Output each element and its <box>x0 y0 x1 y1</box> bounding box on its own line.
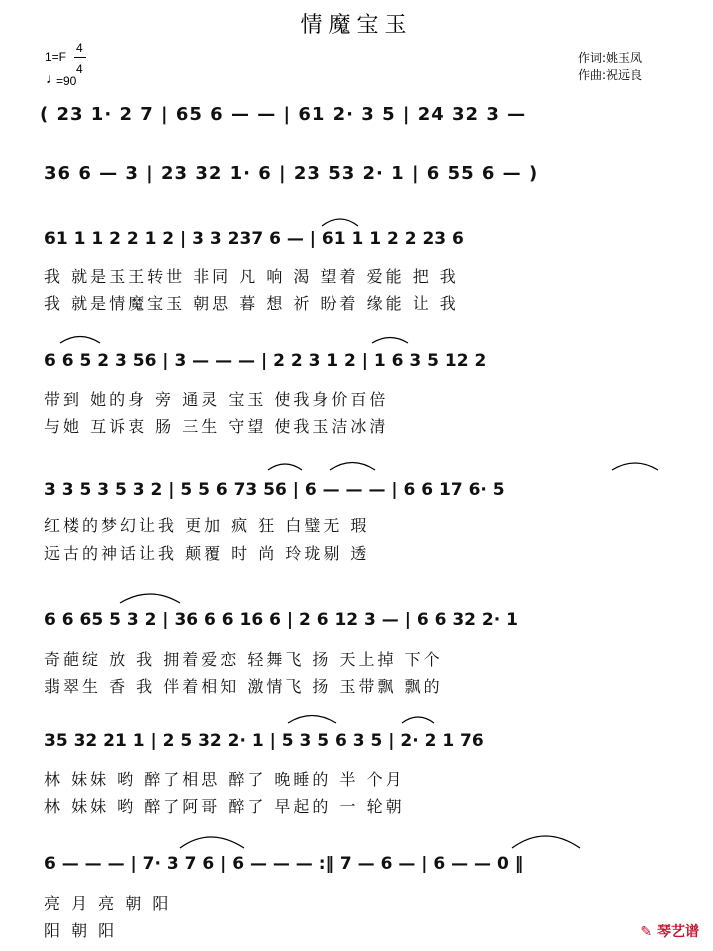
row-4-lyric-1: 奇葩绽 放 我 拥着爱恋 轻舞飞 扬 天上掉 下个 <box>44 650 443 669</box>
intro-line-1: ( 23 1· 2 7 | 65 6 — — | 61 2· 3 5 | 24 32 3 — <box>40 104 527 125</box>
row-2-lyric-2: 与她 互诉衷 肠 三生 守望 使我玉洁冰清 <box>44 417 389 436</box>
row-3-lyric-2: 远古的神话让我 颠覆 时 尚 玲珑剔 透 <box>44 544 370 563</box>
slur-arc <box>180 837 244 848</box>
row-6-lyric-2: 阳 朝 阳 <box>44 921 118 940</box>
row-3-lyric-1: 红楼的梦幻让我 更加 疯 狂 白璧无 瑕 <box>44 516 370 535</box>
key-signature: 1=F <box>45 50 67 64</box>
credits <box>578 50 642 84</box>
time-signature-line <box>74 57 86 58</box>
intro-line-2: 36 6 — 3 | 23 32 1· 6 | 23 53 2· 1 | 6 55 6 — ) <box>44 163 539 184</box>
row-4-lyric-2: 翡翠生 香 我 伴着相知 激情飞 扬 玉带飘 飘的 <box>44 677 443 696</box>
slur-arc <box>402 717 434 723</box>
time-signature-top: 4 <box>76 41 83 55</box>
row-6-lyric-1: 亮 月 亮 朝 阳 <box>44 894 172 913</box>
row-4-notes: 6 6 65 5 3 2 | 36 6 6 16 6 | 2 6 12 3 — | 6 6 32 2· 1 <box>44 610 518 630</box>
watermark-logo <box>640 921 699 941</box>
time-signature-bottom: 4 <box>76 62 83 76</box>
row-6-notes: 6 — — — | 7· 3 7 6 | 6 — — — :‖ 7 — 6 — | 6 — — 0 ‖ <box>44 854 524 874</box>
row-1-notes: 61 1 1 2 2 1 2 | 3 3 237 6 — | 61 1 1 2 2 23 6 <box>44 229 464 249</box>
tempo: =90 <box>56 74 77 88</box>
row-1-lyric-2: 我 就是情魔宝玉 朝思 暮 想 祈 盼着 缘能 让 我 <box>44 294 459 313</box>
slur-arc <box>372 338 408 344</box>
row-2-lyric-1: 带到 她的身 旁 通灵 宝玉 使我身价百倍 <box>44 390 389 409</box>
row-3-notes: 3 3 5 3 5 3 2 | 5 5 6 73 56 | 6 — — — | 6 6 17 6· 5 <box>44 480 505 500</box>
quarter-note-icon: ♩ <box>46 70 60 86</box>
slur-arc <box>330 463 375 471</box>
row-5-lyric-1: 林 妹妹 哟 醉了相思 醉了 晚睡的 半 个月 <box>44 770 405 789</box>
slur-arc <box>288 716 336 724</box>
lyricist: 作词:姚玉凤 <box>578 51 643 65</box>
slur-arc <box>322 219 358 226</box>
watermark-icon: ✎ <box>640 924 653 940</box>
slur-arc <box>612 463 658 470</box>
slur-arc <box>268 464 302 470</box>
row-5-notes: 35 32 21 1 | 2 5 32 2· 1 | 5 3 5 6 3 5 | 2· 2 1 76 <box>44 731 484 751</box>
row-1-lyric-1: 我 就是玉王转世 非同 凡 响 渴 望着 爱能 把 我 <box>44 267 459 286</box>
slur-arc <box>120 594 180 603</box>
row-5-lyric-2: 林 妹妹 哟 醉了阿哥 醉了 早起的 一 轮朝 <box>44 797 405 816</box>
composer: 作曲:祝远良 <box>578 68 643 82</box>
slur-arc <box>60 337 100 344</box>
song-title: 情魔宝玉 <box>300 13 413 38</box>
row-2-notes: 6 6 5 2 3 56 | 3 — — — | 2 2 3 1 2 | 1 6 3 5 12 2 <box>44 351 487 371</box>
slur-arc <box>512 836 580 848</box>
watermark-text: 琴艺谱 <box>657 924 699 940</box>
